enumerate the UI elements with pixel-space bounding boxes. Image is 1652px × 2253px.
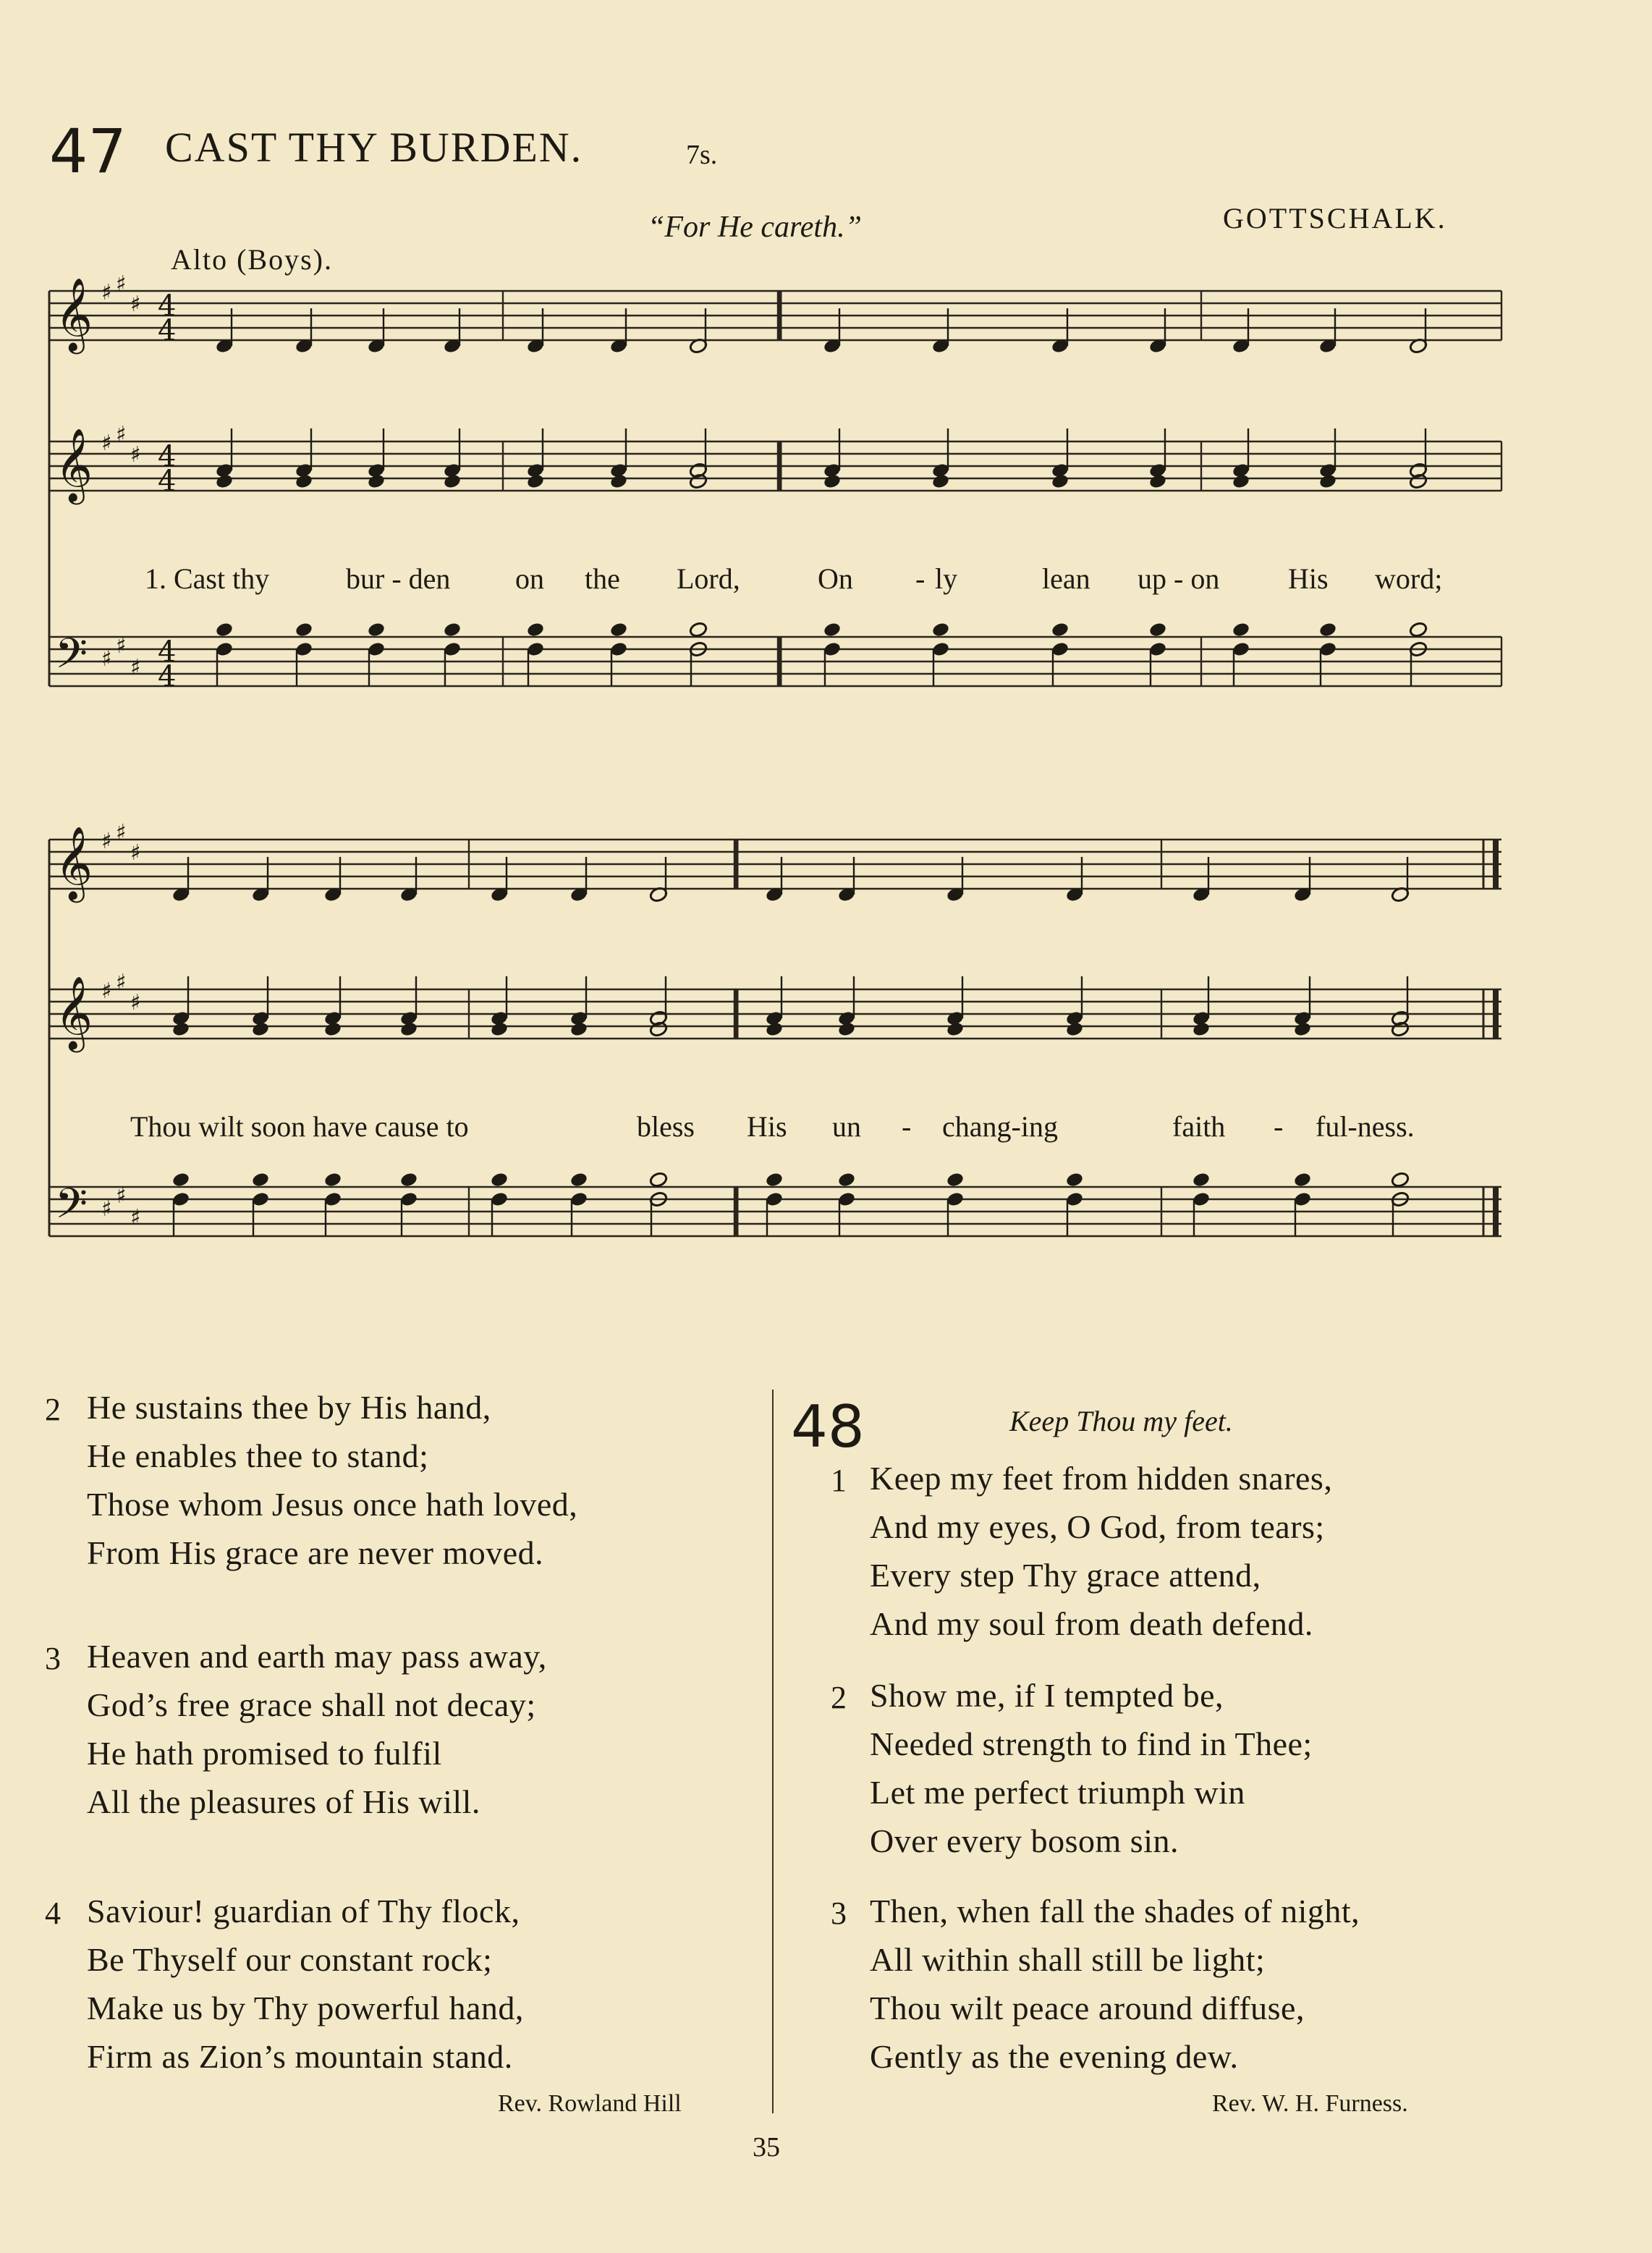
hymn-47-verse-line: Be Thyself our constant rock; <box>87 1941 493 1978</box>
quarter-note <box>490 1020 509 1037</box>
treble-clef: 𝄞 <box>55 975 93 1049</box>
lyric-syllable: ly <box>935 562 958 595</box>
quarter-note <box>323 1020 342 1037</box>
quarter-note <box>931 473 950 489</box>
hymn-47-epigraph: “For He careth.” <box>648 211 862 244</box>
quarter-note <box>1293 1020 1312 1037</box>
quarter-note <box>526 621 545 638</box>
quarter-note <box>526 473 545 489</box>
lyric-syllable: On <box>818 562 853 595</box>
sharp-sign: ♯ <box>130 990 141 1015</box>
lyric-syllable: up - on <box>1138 562 1220 595</box>
half-note <box>1391 1171 1410 1188</box>
quarter-note <box>1192 1020 1211 1037</box>
quarter-note <box>367 473 386 489</box>
hymn-48-verse-line: And my eyes, O God, from tears; <box>870 1508 1325 1545</box>
quarter-note <box>295 621 313 638</box>
quarter-note <box>1192 1171 1211 1188</box>
hymn-48-author: Rev. W. H. Furness. <box>1212 2090 1408 2117</box>
quarter-note <box>765 1171 784 1188</box>
hymn-47-verse-line: Those whom Jesus once hath loved, <box>87 1486 578 1523</box>
hymn-47-verse-line: Saviour! guardian of Thy flock, <box>87 1893 520 1929</box>
sharp-sign: ♯ <box>101 431 112 456</box>
hymn-47-meter: 7s. <box>686 140 718 170</box>
hymn-48-verse-3-number: 3 <box>831 1895 847 1931</box>
hymn-48-verse-line: Needed strength to find in Thee; <box>870 1725 1313 1762</box>
quarter-note <box>251 1171 270 1188</box>
hymn-48-verse-line: All within shall still be light; <box>870 1941 1266 1978</box>
quarter-note <box>1065 1171 1084 1188</box>
quarter-note <box>609 621 628 638</box>
quarter-note <box>367 621 386 638</box>
quarter-note <box>569 1020 588 1037</box>
hymn-47-verse-line: He sustains thee by His hand, <box>87 1389 491 1426</box>
time-signature-bottom: 4 <box>158 465 177 498</box>
quarter-note <box>215 621 234 638</box>
time-signature-bottom: 4 <box>158 314 177 347</box>
lyric-syllable: Lord, <box>677 562 740 595</box>
hymn-48-verse-line: Let me perfect triumph win <box>870 1774 1245 1811</box>
lyric-syllable: un <box>832 1110 861 1143</box>
hymn-47-verse-line: Heaven and earth may pass away, <box>87 1638 547 1675</box>
hymn-47-verse-line: Firm as Zion’s mountain stand. <box>87 2038 513 2075</box>
hymn-48-number: 48 <box>791 1393 865 1461</box>
hymn-48-verse-line: Over every bosom sin. <box>870 1822 1179 1859</box>
lyric-syllable: bur - den <box>346 562 451 595</box>
quarter-note <box>765 1020 784 1037</box>
quarter-note <box>171 1020 190 1037</box>
lyric-syllable: His <box>1288 562 1329 595</box>
bass-clef: 𝄢 <box>55 629 88 688</box>
hymn-48-verse-1-number: 1 <box>831 1463 847 1498</box>
sharp-sign: ♯ <box>101 280 112 305</box>
quarter-note <box>823 473 842 489</box>
quarter-note <box>251 1020 270 1037</box>
hymn-47-verse-line: He enables thee to stand; <box>87 1437 429 1474</box>
lyric-syllable: word; <box>1375 562 1443 595</box>
quarter-note <box>443 473 462 489</box>
sharp-sign: ♯ <box>101 829 112 854</box>
time-signature-bottom: 4 <box>158 660 177 693</box>
sharp-sign: ♯ <box>116 820 127 845</box>
lyric-syllable: 1. Cast thy <box>145 562 270 595</box>
sharp-sign: ♯ <box>101 978 112 1004</box>
sharp-sign: ♯ <box>130 840 141 866</box>
sharp-sign: ♯ <box>101 646 112 672</box>
quarter-note <box>215 473 234 489</box>
quarter-note <box>1148 621 1167 638</box>
quarter-note <box>295 473 313 489</box>
half-note <box>689 621 708 638</box>
lyric-syllable: bless <box>637 1110 695 1143</box>
quarter-note <box>1148 473 1167 489</box>
bass-clef: 𝄢 <box>55 1179 88 1238</box>
lyric-syllable: the <box>585 562 620 595</box>
quarter-note <box>1318 473 1337 489</box>
sharp-sign: ♯ <box>116 970 127 995</box>
hymn-47-verse-line: Make us by Thy powerful hand, <box>87 1990 524 2026</box>
lyric-syllable: faith <box>1172 1110 1226 1143</box>
time-signature-top: 4 <box>158 289 177 323</box>
lyric-syllable: chang-ing <box>942 1110 1058 1143</box>
half-note <box>649 1171 668 1188</box>
quarter-note <box>946 1171 965 1188</box>
lyric-syllable: His <box>747 1110 787 1143</box>
quarter-note <box>823 621 842 638</box>
time-signature-top: 4 <box>158 635 177 669</box>
hymn-47-verse-line: All the pleasures of His will. <box>87 1783 480 1820</box>
quarter-note <box>569 1171 588 1188</box>
hymn-48-verse-line: Gently as the evening dew. <box>870 2038 1239 2075</box>
quarter-note <box>323 1171 342 1188</box>
sharp-sign: ♯ <box>116 1183 127 1209</box>
quarter-note <box>399 1171 418 1188</box>
hymn-47-verse-line: God’s free grace shall not decay; <box>87 1686 536 1723</box>
hymn-48-verse-line: Show me, if I tempted be, <box>870 1677 1224 1714</box>
quarter-note <box>931 621 950 638</box>
hymn-48-verse-line: Thou wilt peace around diffuse, <box>870 1990 1305 2026</box>
hymn-48-verse-line: Every step Thy grace attend, <box>870 1557 1261 1594</box>
lyric-syllable: Thou wilt soon have cause to <box>130 1110 469 1143</box>
quarter-note <box>399 1020 418 1037</box>
sharp-sign: ♯ <box>116 271 127 297</box>
hymn-47-verse-line: He hath promised to fulfil <box>87 1735 442 1772</box>
quarter-note <box>1318 621 1337 638</box>
sharp-sign: ♯ <box>116 633 127 659</box>
quarter-note <box>443 621 462 638</box>
lyric-syllable: - <box>1274 1110 1284 1143</box>
hymn-47-composer: GOTTSCHALK. <box>1223 202 1447 234</box>
sharp-sign: ♯ <box>116 422 127 447</box>
quarter-note <box>171 1171 190 1188</box>
quarter-note <box>837 1020 856 1037</box>
hymn-48-verse-line: And my soul from death defend. <box>870 1605 1313 1642</box>
quarter-note <box>1065 1020 1084 1037</box>
hymn-47-verse-2-number: 2 <box>45 1392 61 1427</box>
hymn-47-verse-3-number: 3 <box>45 1641 61 1676</box>
lyric-syllable: ful-ness. <box>1316 1110 1415 1143</box>
lyric-syllable: - <box>902 1110 912 1143</box>
sharp-sign: ♯ <box>130 1205 141 1230</box>
quarter-note <box>1293 1171 1312 1188</box>
voice-label: Alto (Boys). <box>171 243 333 276</box>
lyric-syllable: on <box>515 562 544 595</box>
lyric-syllable: - <box>915 562 925 595</box>
hymn-48-verse-2-number: 2 <box>831 1680 847 1715</box>
sharp-sign: ♯ <box>101 1196 112 1222</box>
quarter-note <box>1051 473 1069 489</box>
lyric-syllable: lean <box>1042 562 1090 595</box>
hymn-47-verse-4-number: 4 <box>45 1895 61 1931</box>
sharp-sign: ♯ <box>130 655 141 680</box>
hymn-47-verse-line: From His grace are never moved. <box>87 1534 544 1571</box>
quarter-note <box>1232 473 1250 489</box>
treble-clef: 𝄞 <box>55 427 93 502</box>
hymn-48-title: Keep Thou my feet. <box>1009 1405 1233 1437</box>
quarter-note <box>490 1171 509 1188</box>
hymn-47-number: 47 <box>49 116 127 187</box>
hymn-47-title: CAST THY BURDEN. <box>165 124 583 171</box>
quarter-note <box>837 1171 856 1188</box>
page-number: 35 <box>753 2132 780 2163</box>
sharp-sign: ♯ <box>130 442 141 468</box>
hymn-47-author: Rev. Rowland Hill <box>498 2090 682 2117</box>
hymn-48-verse-line: Keep my feet from hidden snares, <box>870 1460 1333 1497</box>
column-divider <box>772 1390 774 2113</box>
hymn-48-verse-line: Then, when fall the shades of night, <box>870 1893 1360 1929</box>
treble-clef: 𝄞 <box>55 825 93 900</box>
half-note <box>1409 621 1428 638</box>
quarter-note <box>946 1020 965 1037</box>
treble-clef: 𝄞 <box>55 276 93 351</box>
time-signature-top: 4 <box>158 440 177 473</box>
quarter-note <box>1232 621 1250 638</box>
sharp-sign: ♯ <box>130 292 141 317</box>
quarter-note <box>609 473 628 489</box>
quarter-note <box>1051 621 1069 638</box>
